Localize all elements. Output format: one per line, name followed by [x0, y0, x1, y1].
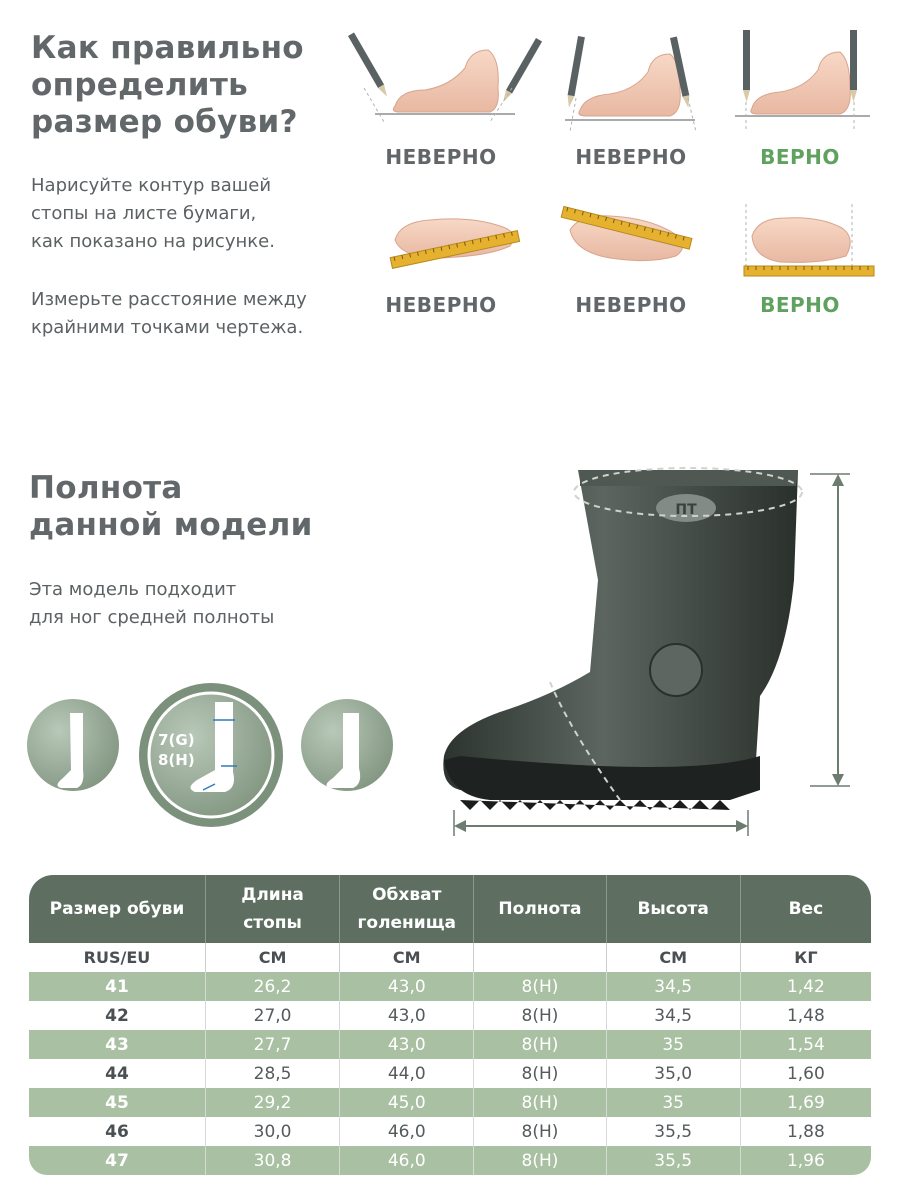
table-cell: 30,0 [206, 1117, 340, 1146]
fullness-title: Полнота данной модели [29, 470, 313, 543]
instruction-draw: Нарисуйте контур вашей стопы на листе бумаги, как показано на рисунке. [31, 175, 275, 252]
fullness-description: Эта модель подходит для ног средней полноты [29, 579, 275, 628]
table-cell: 8(H) [474, 972, 606, 1001]
label-wrong-3: НЕВЕРНО [385, 293, 497, 317]
table-cell: 1,88 [786, 1121, 825, 1142]
col-header-fullness: Полнота [474, 875, 606, 943]
table-cell: 34,5 [607, 972, 741, 1001]
table-cell: 45,0 [340, 1088, 474, 1117]
pencil-icon [565, 36, 584, 108]
pencil-icon [743, 30, 750, 102]
table-cell: 46,0 [340, 1146, 474, 1175]
table-cell: 44 [29, 1059, 206, 1088]
table-cell: 42 [29, 1001, 206, 1030]
label-wrong-2: НЕВЕРНО [575, 145, 687, 169]
table-cell: 44,0 [340, 1059, 474, 1088]
foot-ruler-wrong-2 [561, 207, 692, 261]
unit-cell: RUS/EU [29, 943, 206, 972]
foot-ruler-illustrations [380, 200, 880, 285]
table-cell: 1,42 [786, 976, 825, 997]
table-cell: 8(H) [474, 1030, 606, 1059]
unit-cell [474, 943, 606, 972]
instruction-measure: Измерьте расстояние между крайними точками чертежа. [31, 289, 307, 338]
foot-ruler-right [744, 204, 874, 276]
table-cell: 35,5 [607, 1146, 741, 1175]
table-row [29, 1117, 871, 1146]
table-cell: 28,5 [206, 1059, 340, 1088]
fullness-icons [25, 680, 400, 830]
table-cell: 8(H) [474, 1117, 606, 1146]
table-cell: 1,69 [786, 1092, 825, 1113]
pencil-icon [500, 38, 542, 104]
table-cell: 29,2 [206, 1088, 340, 1117]
table-row [29, 1088, 871, 1117]
table-cell: 1,60 [786, 1063, 825, 1084]
table-cell: 43,0 [340, 972, 474, 1001]
table-row [29, 1146, 871, 1175]
col-header-weight: Вес [788, 899, 824, 919]
table-cell: 41 [29, 972, 206, 1001]
table-units-row [29, 943, 871, 972]
table-cell: 43 [29, 1030, 206, 1059]
table-cell: 35 [607, 1030, 741, 1059]
unit-cell: СМ [206, 943, 340, 972]
boot-image [430, 460, 870, 850]
pencil-icon [850, 30, 857, 102]
table-cell: 35,0 [607, 1059, 741, 1088]
foot-side-wrong-2 [565, 36, 696, 132]
foot-pencil-illustrations [340, 28, 880, 138]
foot-ruler-wrong-1 [390, 219, 519, 269]
fullness-wide-icon [301, 699, 393, 791]
foot-side-wrong-1 [348, 33, 542, 123]
table-cell: 8(H) [474, 1059, 606, 1088]
col-header-shaft-girth: Обхват голенища [340, 875, 474, 943]
table-cell: 45 [29, 1088, 206, 1117]
svg-text:ПТ: ПТ [675, 502, 697, 518]
table-cell: 35,5 [607, 1117, 741, 1146]
size-guide-title: Как правильно определить размер обуви? [31, 30, 304, 140]
table-row [29, 1059, 871, 1088]
table-cell: 27,7 [206, 1030, 340, 1059]
col-header-size: Размер обуви [29, 875, 206, 943]
label-right: ВЕРНО [760, 145, 840, 169]
table-row [29, 1030, 871, 1059]
table-row [29, 972, 871, 1001]
fullness-narrow-icon [27, 699, 119, 791]
label-wrong-4: НЕВЕРНО [575, 293, 687, 317]
table-cell: 34,5 [607, 1001, 741, 1030]
col-header-foot-length: Длина стопы [206, 875, 340, 943]
table-cell: 8(H) [474, 1146, 606, 1175]
unit-cell: КГ [794, 948, 818, 967]
foot-side-right [735, 30, 870, 132]
pencil-icon [348, 33, 390, 99]
fullness-label: 7(G) 8(H) [158, 731, 195, 769]
unit-cell: СМ [607, 943, 741, 972]
table-cell: 1,54 [786, 1034, 825, 1055]
label-wrong-1: НЕВЕРНО [385, 145, 497, 169]
table-cell: 35 [607, 1088, 741, 1117]
size-table [29, 875, 871, 1175]
table-cell: 26,2 [206, 972, 340, 1001]
unit-cell: СМ [340, 943, 474, 972]
table-cell: 8(H) [474, 1088, 606, 1117]
table-header [29, 875, 871, 943]
table-cell: 8(H) [474, 1001, 606, 1030]
table-cell: 27,0 [206, 1001, 340, 1030]
table-row [29, 1001, 871, 1030]
table-cell: 1,96 [786, 1150, 825, 1171]
table-cell: 30,8 [206, 1146, 340, 1175]
table-cell: 43,0 [340, 1001, 474, 1030]
table-cell: 46 [29, 1117, 206, 1146]
table-cell: 43,0 [340, 1030, 474, 1059]
table-cell: 1,48 [786, 1005, 825, 1026]
col-header-height: Высота [607, 875, 741, 943]
label-right-2: ВЕРНО [760, 293, 840, 317]
table-cell: 47 [29, 1146, 206, 1175]
table-cell: 46,0 [340, 1117, 474, 1146]
